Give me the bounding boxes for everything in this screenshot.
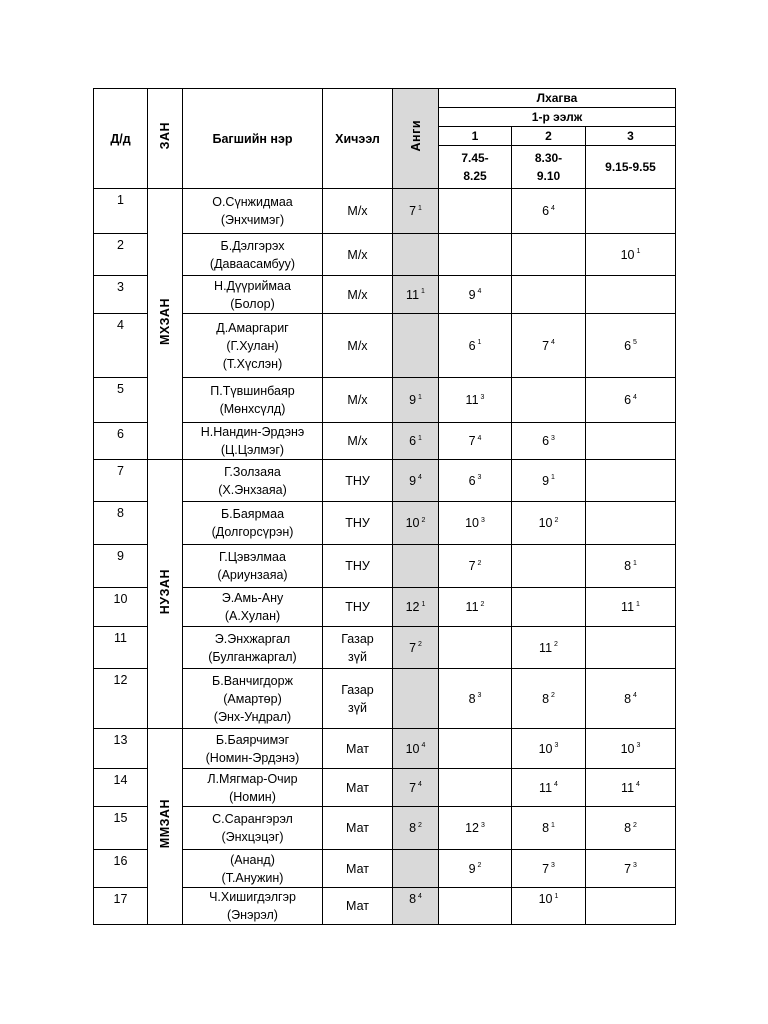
schedule-table — [93, 88, 676, 925]
teacher-name: Г.Золзаяа (Х.Энхзаяа) — [183, 460, 323, 502]
period-1-cell — [439, 769, 512, 807]
group-label: НУЗАН — [148, 460, 183, 729]
period-2-cell: 10 $^3$ — [512, 729, 586, 769]
period-2-cell — [512, 378, 586, 423]
table-row — [94, 189, 676, 234]
period-3-cell — [586, 189, 676, 234]
row-number: 15 — [94, 807, 148, 850]
teacher-name: Л.Мягмар-Очир (Номин) — [183, 769, 323, 807]
grade-cell: 11 $^1$ — [393, 276, 439, 314]
period-2-cell: 6 $^4$ — [512, 189, 586, 234]
subject: М/х — [323, 234, 393, 276]
period-2-cell — [512, 276, 586, 314]
period-1-cell: 9 $^2$ — [439, 850, 512, 888]
period-1-cell: 9 $^4$ — [439, 276, 512, 314]
header-time-3: 9.15-9.55 — [586, 146, 676, 189]
teacher-name: (Ананд) (Т.Анужин) — [183, 850, 323, 888]
subject: М/х — [323, 378, 393, 423]
header-zan: ЗАН — [148, 89, 183, 189]
period-3-cell: 6 $^5$ — [586, 314, 676, 378]
row-number: 1 — [94, 189, 148, 234]
period-3-cell: 8 $^1$ — [586, 545, 676, 588]
subject: ТНУ — [323, 588, 393, 627]
grade-cell: 12 $^1$ — [393, 588, 439, 627]
grade-cell: 8 $^2$ — [393, 807, 439, 850]
period-1-cell: 6 $^3$ — [439, 460, 512, 502]
period-1-cell — [439, 189, 512, 234]
subject: Мат — [323, 769, 393, 807]
header-grade: Анги — [393, 89, 439, 189]
period-1-cell — [439, 888, 512, 925]
row-number: 16 — [94, 850, 148, 888]
period-1-cell: 10 $^3$ — [439, 502, 512, 545]
grade-cell: 7 $^4$ — [393, 769, 439, 807]
grade-cell — [393, 545, 439, 588]
subject: ТНУ — [323, 545, 393, 588]
subject: ТНУ — [323, 502, 393, 545]
row-number: 9 — [94, 545, 148, 588]
header-time-1: 7.45- 8.25 — [439, 146, 512, 189]
teacher-name: Э.Энхжаргал (Булганжаргал) — [183, 627, 323, 669]
teacher-name: Г.Цэвэлмаа (Ариунзаяа) — [183, 545, 323, 588]
header-time-2: 8.30- 9.10 — [512, 146, 586, 189]
teacher-name: Н.Дүүриймаа (Болор) — [183, 276, 323, 314]
row-number: 14 — [94, 769, 148, 807]
row-number: 2 — [94, 234, 148, 276]
period-3-cell: 7 $^3$ — [586, 850, 676, 888]
grade-cell: 9 $^1$ — [393, 378, 439, 423]
grade-cell: 7 $^2$ — [393, 627, 439, 669]
table-row — [94, 729, 676, 769]
period-3-cell — [586, 627, 676, 669]
period-3-cell — [586, 888, 676, 925]
grade-cell — [393, 850, 439, 888]
subject: ТНУ — [323, 460, 393, 502]
period-2-cell — [512, 545, 586, 588]
grade-cell: 9 $^4$ — [393, 460, 439, 502]
period-2-cell: 10 $^1$ — [512, 888, 586, 925]
grade-cell: 6 $^1$ — [393, 423, 439, 460]
subject: Газар зүй — [323, 669, 393, 729]
period-3-cell: 10 $^1$ — [586, 234, 676, 276]
row-number: 6 — [94, 423, 148, 460]
row-number: 11 — [94, 627, 148, 669]
row-number: 7 — [94, 460, 148, 502]
group-label: ММЗАН — [148, 729, 183, 925]
period-3-cell: 11 $^4$ — [586, 769, 676, 807]
period-3-cell — [586, 423, 676, 460]
grade-cell: 10 $^2$ — [393, 502, 439, 545]
teacher-name: Ч.Хишигдэлгэр (Энэрэл) — [183, 888, 323, 925]
period-2-cell: 10 $^2$ — [512, 502, 586, 545]
period-1-cell: 6 $^1$ — [439, 314, 512, 378]
teacher-name: О.Сүнжидмаа (Энхчимэг) — [183, 189, 323, 234]
teacher-name: Б.Ванчигдорж (Амартөр) (Энх-Ундрал) — [183, 669, 323, 729]
period-2-cell — [512, 234, 586, 276]
period-3-cell: 11 $^1$ — [586, 588, 676, 627]
teacher-name: П.Түвшинбаяр (Мөнхсүлд) — [183, 378, 323, 423]
teacher-name: Б.Баярчимэг (Номин-Эрдэнэ) — [183, 729, 323, 769]
period-1-cell: 8 $^3$ — [439, 669, 512, 729]
period-1-cell: 11 $^3$ — [439, 378, 512, 423]
period-2-cell: 9 $^1$ — [512, 460, 586, 502]
row-number: 10 — [94, 588, 148, 627]
period-2-cell: 11 $^2$ — [512, 627, 586, 669]
period-3-cell: 6 $^4$ — [586, 378, 676, 423]
row-number: 4 — [94, 314, 148, 378]
grade-cell: 8 $^4$ — [393, 888, 439, 925]
subject: Мат — [323, 888, 393, 925]
subject: Мат — [323, 850, 393, 888]
period-3-cell — [586, 460, 676, 502]
period-2-cell: 7 $^4$ — [512, 314, 586, 378]
header-period-1: 1 — [439, 127, 512, 146]
period-3-cell: 10 $^3$ — [586, 729, 676, 769]
header-shift: 1-р ээлж — [439, 108, 676, 127]
teacher-name: Д.Амаргариг (Г.Хулан) (Т.Хүслэн) — [183, 314, 323, 378]
subject: М/х — [323, 189, 393, 234]
period-3-cell: 8 $^4$ — [586, 669, 676, 729]
header-period-3: 3 — [586, 127, 676, 146]
header-subject: Хичээл — [323, 89, 393, 189]
period-2-cell: 7 $^3$ — [512, 850, 586, 888]
grade-cell: 7 $^1$ — [393, 189, 439, 234]
teacher-name: С.Сарангэрэл (Энхцэцэг) — [183, 807, 323, 850]
subject: Мат — [323, 807, 393, 850]
teacher-name: Э.Амь-Ану (А.Хулан) — [183, 588, 323, 627]
period-1-cell: 11 $^2$ — [439, 588, 512, 627]
header-period-2: 2 — [512, 127, 586, 146]
period-1-cell — [439, 729, 512, 769]
period-3-cell — [586, 276, 676, 314]
subject: М/х — [323, 423, 393, 460]
teacher-name: Н.Нандин-Эрдэнэ (Ц.Цэлмэг) — [183, 423, 323, 460]
group-label: МХЗАН — [148, 189, 183, 460]
table-row — [94, 460, 676, 502]
period-2-cell: 8 $^1$ — [512, 807, 586, 850]
row-number: 3 — [94, 276, 148, 314]
period-1-cell: 7 $^2$ — [439, 545, 512, 588]
teacher-name: Б.Баярмаа (Долгорсүрэн) — [183, 502, 323, 545]
period-2-cell — [512, 588, 586, 627]
row-number: 8 — [94, 502, 148, 545]
period-3-cell — [586, 502, 676, 545]
header-no: Д/д — [94, 89, 148, 189]
period-1-cell: 7 $^4$ — [439, 423, 512, 460]
period-1-cell: 12 $^3$ — [439, 807, 512, 850]
period-1-cell — [439, 234, 512, 276]
header-day: Лхагва — [439, 89, 676, 108]
subject: Газар зүй — [323, 627, 393, 669]
row-number: 5 — [94, 378, 148, 423]
subject: М/х — [323, 276, 393, 314]
subject: М/х — [323, 314, 393, 378]
row-number: 17 — [94, 888, 148, 925]
subject: Мат — [323, 729, 393, 769]
grade-cell — [393, 669, 439, 729]
period-2-cell: 11 $^4$ — [512, 769, 586, 807]
grade-cell — [393, 314, 439, 378]
period-1-cell — [439, 627, 512, 669]
period-2-cell: 8 $^2$ — [512, 669, 586, 729]
row-number: 12 — [94, 669, 148, 729]
period-3-cell: 8 $^2$ — [586, 807, 676, 850]
period-2-cell: 6 $^3$ — [512, 423, 586, 460]
grade-cell: 10 $^4$ — [393, 729, 439, 769]
row-number: 13 — [94, 729, 148, 769]
header-teacher: Багшийн нэр — [183, 89, 323, 189]
teacher-name: Б.Дэлгэрэх (Даваасамбуу) — [183, 234, 323, 276]
grade-cell — [393, 234, 439, 276]
